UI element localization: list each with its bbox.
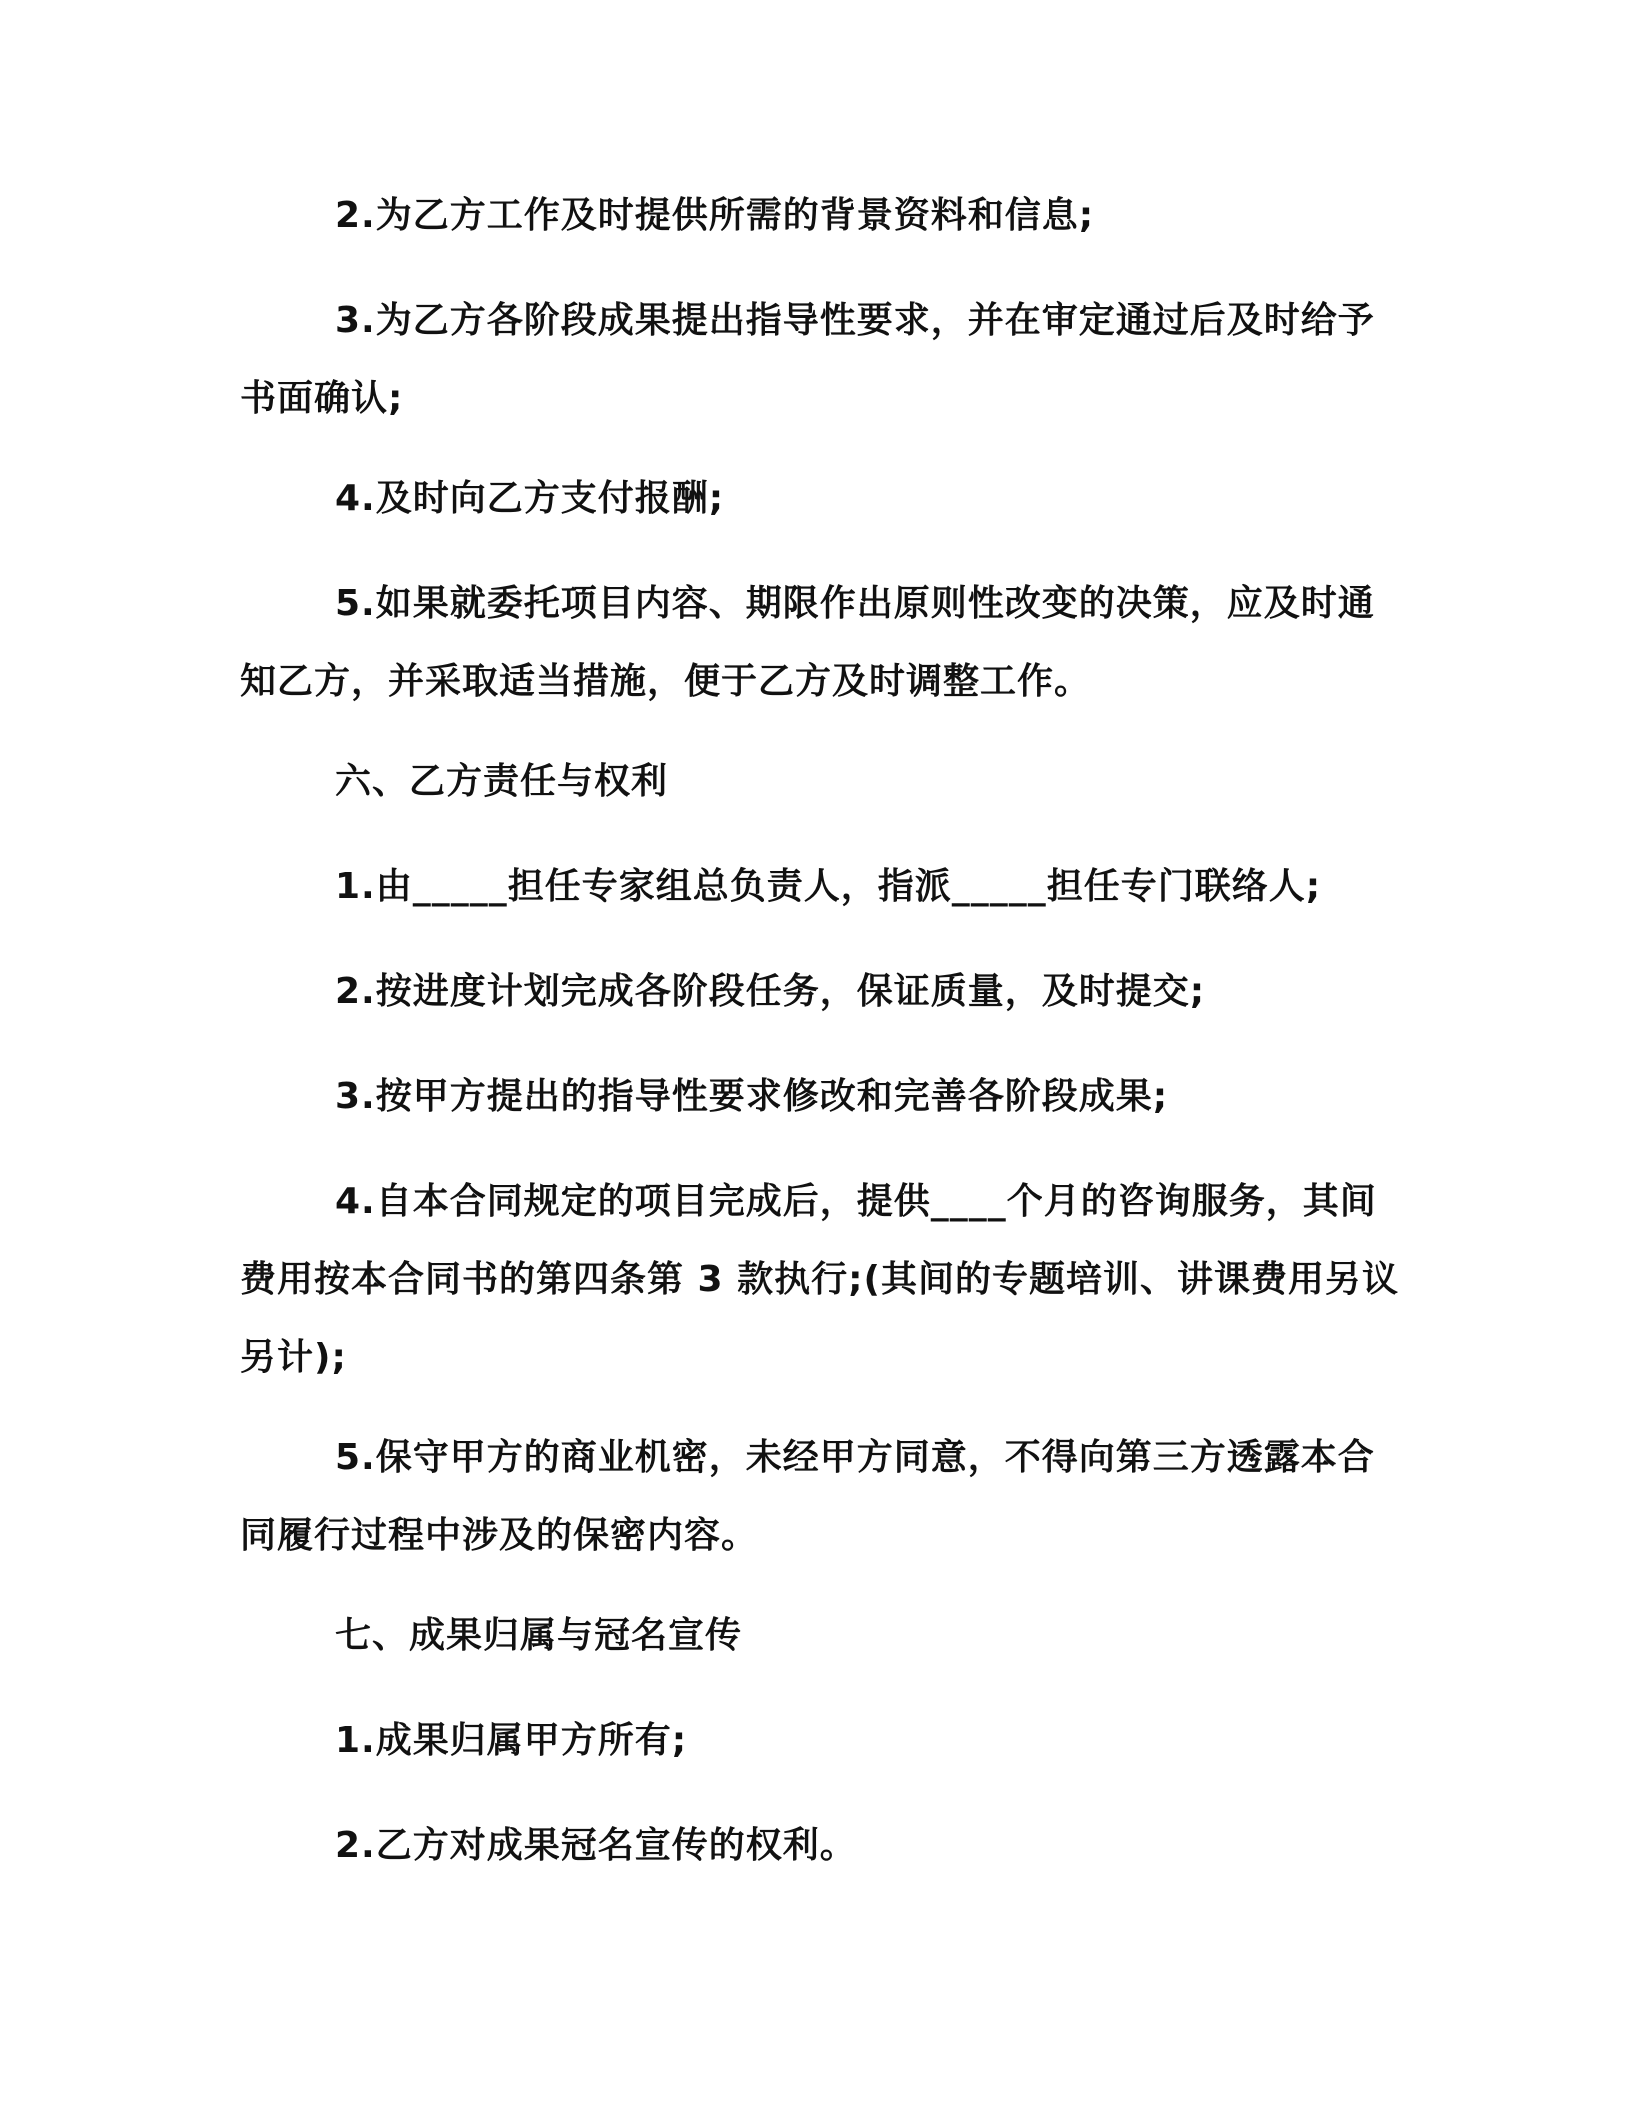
text-line: 2.乙方对成果冠名宣传的权利。 <box>335 1825 857 1866</box>
text-line: 七、成果归属与冠名宣传 <box>335 1615 743 1656</box>
section-heading-6 <box>240 743 1380 821</box>
paragraph-obligation-5 <box>240 565 1380 721</box>
text-line: 4.自本合同规定的项目完成后，提供____个月的咨询服务，其间 <box>335 1181 1377 1222</box>
paragraph-duty-3 <box>240 1058 1380 1136</box>
paragraph-duty-5 <box>240 1419 1380 1575</box>
text-line: 六、乙方责任与权利 <box>335 761 669 802</box>
text-line: 5.如果就委托项目内容、期限作出原则性改变的决策，应及时通 <box>335 583 1375 624</box>
text-line: 4.及时向乙方支付报酬; <box>335 478 725 519</box>
text-line: 2.为乙方工作及时提供所需的背景资料和信息; <box>335 195 1095 236</box>
text-line: 书面确认; <box>240 378 404 419</box>
text-line: 5.保守甲方的商业机密，未经甲方同意，不得向第三方透露本合 <box>335 1437 1375 1478</box>
text-line: 2.按进度计划完成各阶段任务，保证质量，及时提交; <box>335 971 1206 1012</box>
text-line: 同履行过程中涉及的保密内容。 <box>240 1515 759 1556</box>
paragraph-obligation-2 <box>240 177 1380 255</box>
text-line: 3.按甲方提出的指导性要求修改和完善各阶段成果; <box>335 1076 1169 1117</box>
paragraph-obligation-3 <box>240 282 1380 438</box>
text-line: 1.由_____担任专家组总负责人，指派_____担任专门联络人; <box>335 866 1322 907</box>
text-line: 另计); <box>240 1337 347 1378</box>
section-heading-7 <box>240 1597 1380 1675</box>
text-line: 1.成果归属甲方所有; <box>335 1720 688 1761</box>
paragraph-result-2 <box>240 1807 1380 1885</box>
text-line: 费用按本合同书的第四条第 3 款执行;(其间的专题培训、讲课费用另议 <box>240 1259 1399 1300</box>
paragraph-duty-4 <box>240 1163 1399 1397</box>
text-line: 3.为乙方各阶段成果提出指导性要求，并在审定通过后及时给予 <box>335 300 1375 341</box>
text-line: 知乙方，并采取适当措施，便于乙方及时调整工作。 <box>240 661 1092 702</box>
paragraph-result-1 <box>240 1702 1380 1780</box>
paragraph-duty-1 <box>240 848 1380 926</box>
paragraph-obligation-4 <box>240 460 1380 538</box>
paragraph-duty-2 <box>240 953 1380 1031</box>
